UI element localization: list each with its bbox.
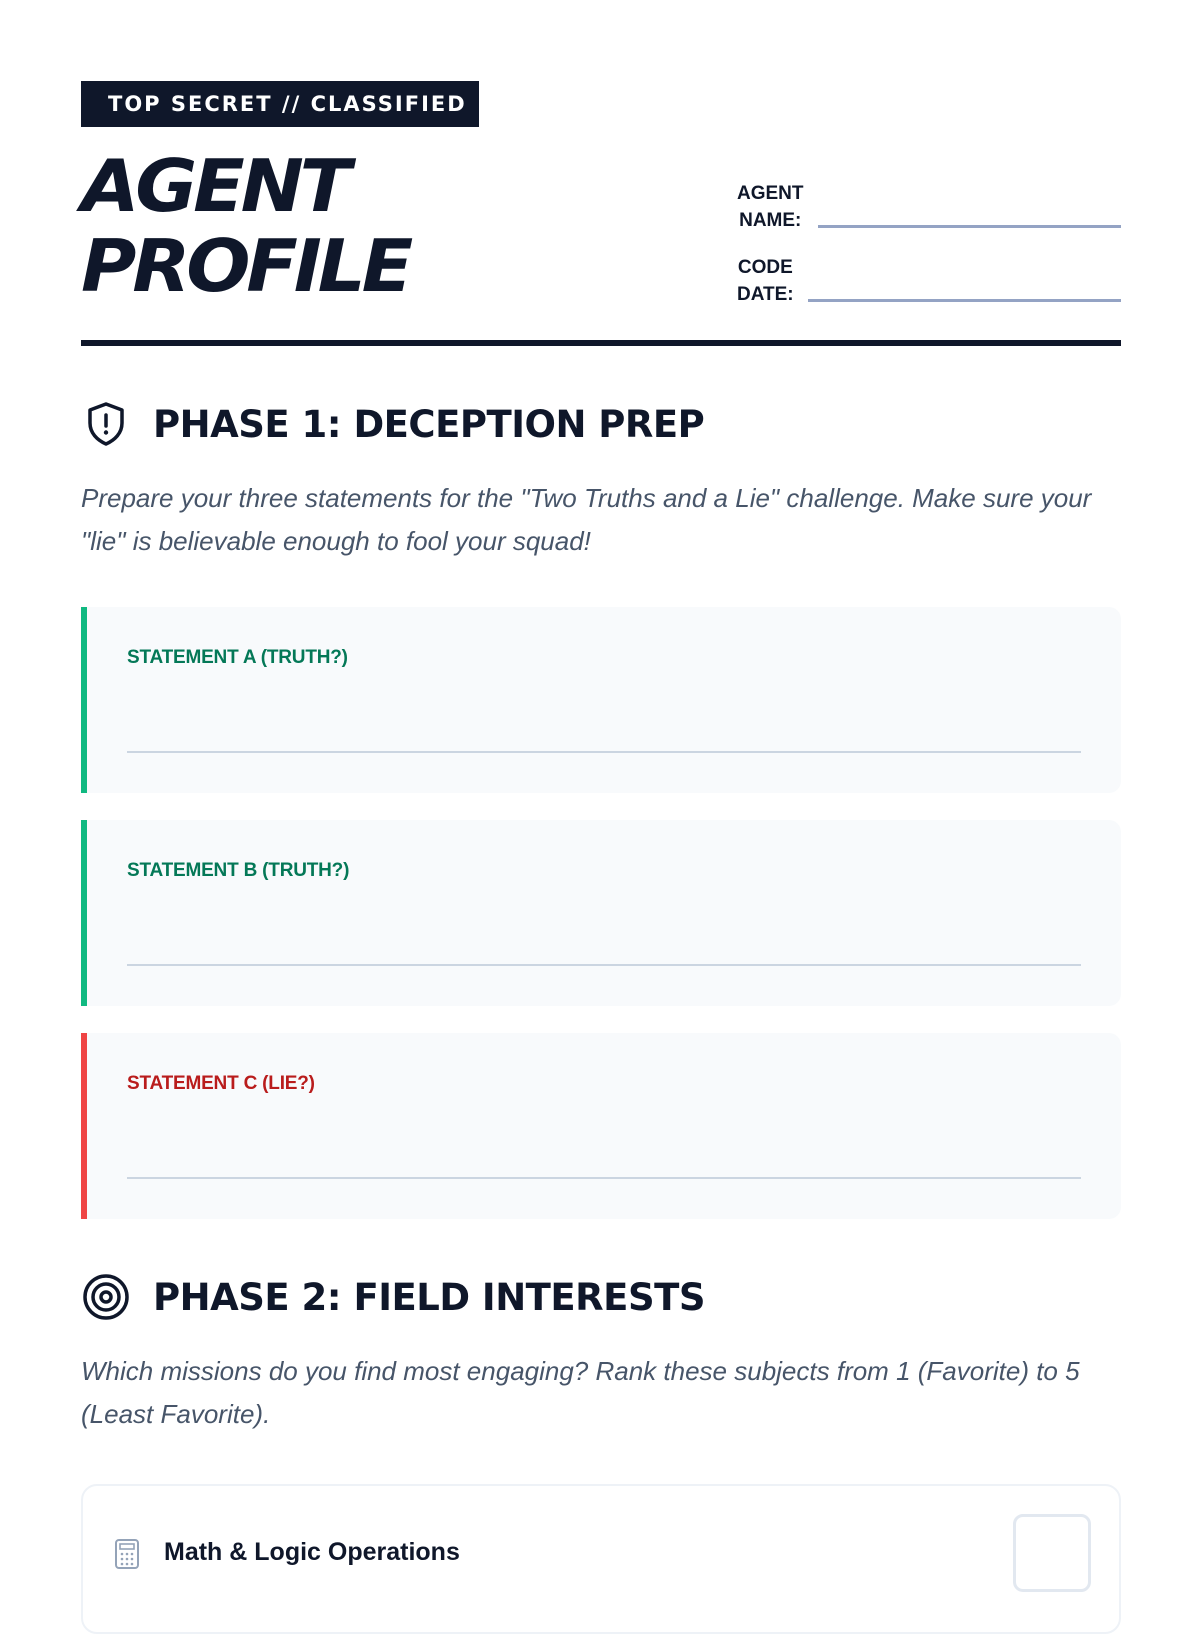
header-divider <box>81 340 1121 346</box>
target-icon <box>81 1272 131 1322</box>
statement-c-label: STATEMENT C (LIE?) <box>127 1073 315 1094</box>
shield-alert-icon <box>81 399 131 449</box>
statement-c-card[interactable] <box>81 1033 1121 1219</box>
title-line-profile: PROFILE <box>81 224 410 308</box>
interest-label: Math & Logic Operations <box>164 1538 460 1566</box>
phase-1-heading <box>81 399 1121 449</box>
statement-b-write-line[interactable] <box>127 964 1081 966</box>
classified-badge: TOP SECRET // CLASSIFIED <box>81 81 479 127</box>
title-line-agent: AGENT <box>81 144 348 228</box>
agent-name-line[interactable] <box>818 225 1122 228</box>
interest-item-math-logic <box>81 1484 1121 1634</box>
phase-2-title: PHASE 2: FIELD INTERESTS <box>153 1275 705 1319</box>
phase-1-section <box>81 399 1121 1219</box>
agent-name-field[interactable] <box>737 180 1121 234</box>
statement-a-write-line[interactable] <box>127 751 1081 753</box>
agent-name-label: AGENT NAME: <box>737 183 804 231</box>
statement-b-card[interactable] <box>81 820 1121 1006</box>
agent-info-fields <box>737 180 1121 328</box>
page-title <box>81 146 409 306</box>
code-date-line[interactable] <box>808 299 1121 302</box>
statement-c-write-line[interactable] <box>127 1177 1081 1179</box>
code-date-field[interactable] <box>737 254 1121 308</box>
phase-2-section <box>81 1272 1121 1634</box>
phase-1-description: Prepare your three statements for the "Two Truths and a Lie" challenge. Make sure your "lie" is believable enough to fool your squad! <box>81 483 1092 556</box>
statement-list <box>81 607 1121 1219</box>
agent-profile-worksheet <box>81 81 1121 1634</box>
rank-input-box[interactable] <box>1013 1514 1091 1592</box>
phase-2-heading <box>81 1272 1121 1322</box>
statement-a-label: STATEMENT A (TRUTH?) <box>127 647 348 668</box>
calculator-icon <box>113 1538 141 1570</box>
statement-b-label: STATEMENT B (TRUTH?) <box>127 860 350 881</box>
phase-2-description: Which missions do you find most engaging? Rank these subjects from 1 (Favorite) to 5 (Least Favorite). <box>81 1356 1080 1429</box>
code-date-label: CODE DATE: <box>737 257 794 305</box>
page-header <box>81 81 1121 346</box>
phase-1-title: PHASE 1: DECEPTION PREP <box>153 402 705 446</box>
statement-a-card[interactable] <box>81 607 1121 793</box>
